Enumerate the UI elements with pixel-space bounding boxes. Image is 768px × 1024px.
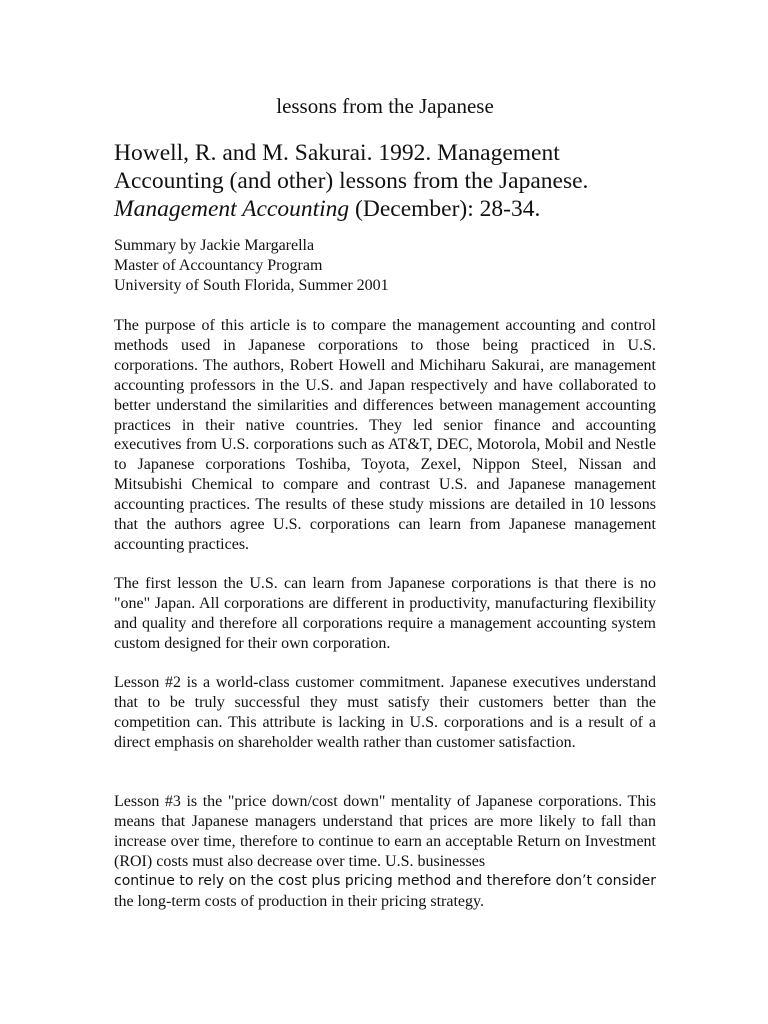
paragraph-lesson-2: Lesson #2 is a world-class customer commitment. Japanese executives understand that to be truly successful they must satisfy their customers better than the competition can. This attribute is lacking in U.S. corporations and is a result of a direct emphasis on shareholder wealth rather than customer satisfaction. xyxy=(114,674,656,751)
citation-journal: Management Accounting xyxy=(114,196,350,222)
citation-issue-pages: (December): 28-34. xyxy=(349,196,541,222)
paragraph-lesson-3-sans-line: continue to rely on the cost plus pricing method and therefore don’t consider xyxy=(114,872,656,889)
summary-credits xyxy=(114,236,656,296)
running-header: lessons from the Japanese xyxy=(276,94,494,118)
citation xyxy=(114,139,656,223)
paragraph-lesson-3-end: the long-term costs of production in their pricing strategy. xyxy=(114,892,484,910)
paragraph-lesson-3 xyxy=(114,792,656,911)
citation-authors-title: Howell, R. and M. Sakurai. 1992. Management Accounting (and other) lessons from the Japanese. xyxy=(114,140,589,194)
paragraph-intro: The purpose of this article is to compare the management accounting and control methods used in Japanese corporations to those being practiced in U.S. corporations. The authors, Robert Howell and Michiharu Sakurai, are management accounting professors in the U.S. and Japan respectively and have collaborated to better understand the similarities and differences between management accounting practices in their native countries. They led senior finance and accounting executives from U.S. corporations such as AT&T, DEC, Motorola, Mobil and Nestle to Japanese corporations Toshiba, Toyota, Zexel, Nippon Steel, Nissan and Mitsubishi Chemical to compare and contrast U.S. and Japanese management accounting practices. The results of these study missions are detailed in 10 lessons that the authors agree U.S. corporations can learn from Japanese management accounting practices. xyxy=(114,317,656,553)
summary-program: Master of Accountancy Program xyxy=(114,257,323,274)
paragraph-lesson-3-main: Lesson #3 is the "price down/cost down" mentality of Japanese corporations. This means that Japanese managers understand that prices are more likely to fall than increase over time, therefore to continue to earn an acceptable Return on Investment (ROI) costs must also decrease over time. U.S. businesses xyxy=(114,793,656,870)
paragraph-lesson-1: The first lesson the U.S. can learn from Japanese corporations is that there is no "one" Japan. All corporations are different in productivity, manufacturing flexibility and quality and therefore all corporations require a management accounting system custom designed for their own corporation. xyxy=(114,575,656,652)
summary-author: Summary by Jackie Margarella xyxy=(114,237,315,254)
summary-school: University of South Florida, Summer 2001 xyxy=(114,277,389,294)
